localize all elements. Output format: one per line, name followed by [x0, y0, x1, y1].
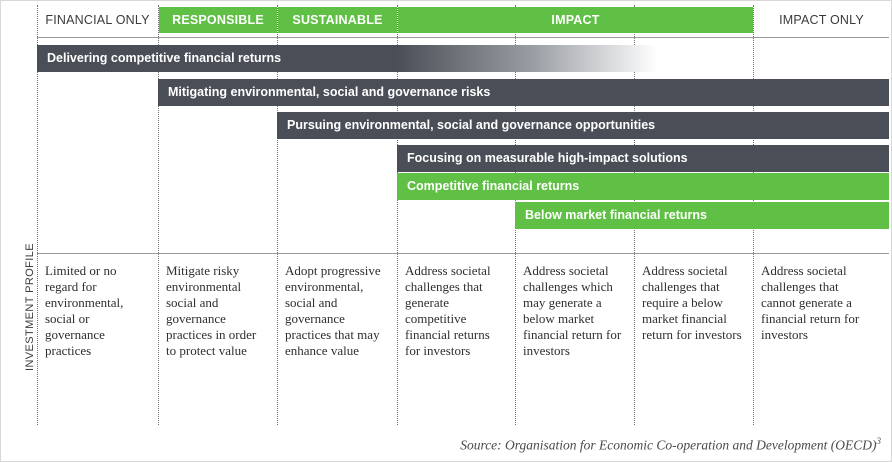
bar-focusing-on-measurable-high-impact-solutions: Focusing on measurable high-impact solutions	[397, 145, 889, 172]
description-rule	[37, 253, 889, 254]
description-financial-only: Limited or no regard for environmental, social or governance practices	[45, 263, 124, 358]
description-impact-1: Address societal challenges that generate competitive financial returns for investors	[405, 263, 491, 358]
bar-competitive-financial-returns: Competitive financial returns	[397, 173, 889, 200]
description-responsible: Mitigate risky environmental social and governance practices in order to protect value	[166, 263, 257, 358]
bar-mitigating-esg-risks: Mitigating environmental, social and governance risks	[158, 79, 889, 106]
description-sustainable: Adopt progressive environmental, social and governance practices that may enhance value	[285, 263, 381, 358]
header-impact-only: IMPACT ONLY	[779, 13, 864, 27]
description-impact-only: Address societal challenges that cannot generate a financial return for investors	[761, 263, 860, 342]
bar-below-market-financial-returns: Below market financial returns	[515, 202, 889, 229]
bar-pursuing-esg-opportunities: Pursuing environmental, social and governance opportunities	[277, 112, 889, 139]
header-impact: IMPACT	[398, 7, 753, 33]
header-financial-only: FINANCIAL ONLY	[45, 13, 150, 27]
bar-delivering-competitive-financial-returns: Delivering competitive financial returns	[37, 45, 657, 72]
header-rule	[37, 37, 889, 38]
description-impact-3: Address societal challenges that require a below market financial return for investors	[642, 263, 742, 342]
axis-label-investment-profile: INVESTMENT PROFILE	[24, 242, 36, 372]
column-header-row	[1, 7, 892, 33]
header-sustainable: SUSTAINABLE	[278, 7, 397, 33]
source-footnote-marker: 3	[876, 435, 881, 446]
description-impact-2: Address societal challenges which may generate a below market financial return for investors	[523, 263, 622, 358]
source-note	[460, 436, 881, 454]
header-responsible: RESPONSIBLE	[159, 7, 277, 33]
source-note-text: Source: Organisation for Economic Co-operation and Development (OECD)	[460, 437, 877, 452]
